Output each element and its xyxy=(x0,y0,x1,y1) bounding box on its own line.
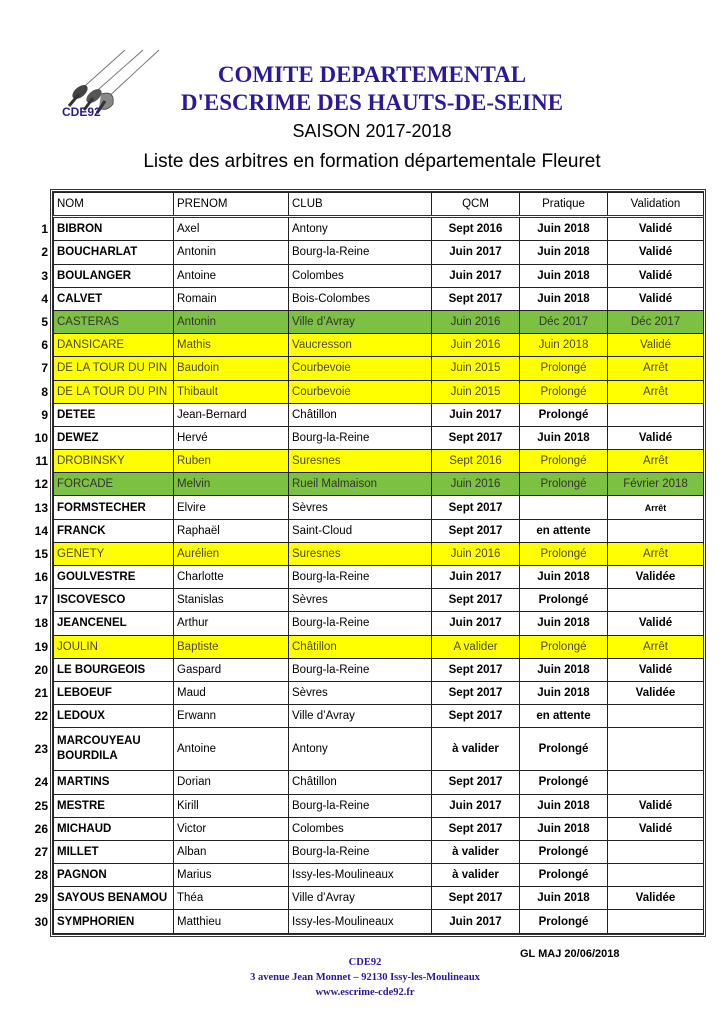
cell-pratique: Prolongé xyxy=(520,380,608,403)
cell-nom: LE BOURGEOIS xyxy=(54,658,174,681)
cell-nom: PAGNON xyxy=(54,864,174,887)
row-number: 23 xyxy=(34,742,48,757)
cell-validation: Validé xyxy=(608,426,704,449)
cell-prenom: Baptiste xyxy=(174,635,289,658)
cell-pratique: Juin 2018 xyxy=(520,287,608,310)
cell-club: Châtillon xyxy=(289,771,432,794)
column-header-club: CLUB xyxy=(289,193,432,217)
cell-qcm: Sept 2017 xyxy=(432,589,520,612)
cell-validation: Validé xyxy=(608,264,704,287)
cell-nom: FORMSTECHER xyxy=(54,496,174,519)
table-row xyxy=(54,496,704,519)
table-row xyxy=(54,566,704,589)
row-number: 7 xyxy=(41,361,48,376)
cell-prenom: Stanislas xyxy=(174,589,289,612)
table-row xyxy=(54,241,704,264)
footer xyxy=(200,955,530,1000)
cell-nom: SYMPHORIEN xyxy=(54,910,174,933)
cell-pratique: Juin 2018 xyxy=(520,426,608,449)
cell-validation: Arrêt xyxy=(608,357,704,380)
cell-club: Suresnes xyxy=(289,450,432,473)
cell-prenom: Kirill xyxy=(174,794,289,817)
column-header-pratique: Pratique xyxy=(520,193,608,217)
cell-qcm: à valider xyxy=(432,840,520,863)
cell-qcm: Juin 2015 xyxy=(432,357,520,380)
cell-qcm: Sept 2017 xyxy=(432,496,520,519)
table-row xyxy=(54,473,704,496)
document-subtitle: Liste des arbitres en formation départementale Fleuret xyxy=(143,151,601,172)
row-number: 4 xyxy=(41,291,48,306)
cell-club: Bourg-la-Reine xyxy=(289,612,432,635)
table-row xyxy=(54,887,704,910)
cell-pratique: Juin 2018 xyxy=(520,794,608,817)
cell-pratique: en attente xyxy=(520,519,608,542)
cell-club: Ville d’Avray xyxy=(289,705,432,728)
cell-club: Bourg-la-Reine xyxy=(289,658,432,681)
table-row xyxy=(54,357,704,380)
cell-prenom: Victor xyxy=(174,817,289,840)
cell-validation: Validée xyxy=(608,566,704,589)
cell-prenom: Melvin xyxy=(174,473,289,496)
footer-website[interactable]: www.escrime-cde92.fr xyxy=(315,987,415,998)
table-row xyxy=(54,864,704,887)
cell-club: Sèvres xyxy=(289,681,432,704)
cell-nom: DANSICARE xyxy=(54,334,174,357)
cell-prenom: Romain xyxy=(174,287,289,310)
cell-club: Courbevoie xyxy=(289,357,432,380)
table-row xyxy=(54,310,704,333)
cell-validation: Validé xyxy=(608,217,704,241)
table-row xyxy=(54,334,704,357)
cell-pratique: Juin 2018 xyxy=(520,217,608,241)
table-row xyxy=(54,794,704,817)
table-row xyxy=(54,771,704,794)
footer-address: 3 avenue Jean Monnet – 92130 Issy-les-Moulineaux xyxy=(250,972,480,983)
cell-validation xyxy=(608,910,704,933)
row-number: 3 xyxy=(41,268,48,283)
row-number: 12 xyxy=(34,477,48,492)
table-row xyxy=(54,264,704,287)
cell-qcm: Sept 2017 xyxy=(432,705,520,728)
cell-nom: GOULVESTRE xyxy=(54,566,174,589)
cell-validation: Validé xyxy=(608,287,704,310)
cell-validation xyxy=(608,403,704,426)
cell-pratique: Juin 2018 xyxy=(520,887,608,910)
cell-prenom: Matthieu xyxy=(174,910,289,933)
cell-pratique: Juin 2018 xyxy=(520,264,608,287)
cell-pratique xyxy=(520,496,608,519)
table-row xyxy=(54,403,704,426)
cell-club: Suresnes xyxy=(289,542,432,565)
row-number: 29 xyxy=(34,891,48,906)
cell-pratique: Déc 2017 xyxy=(520,310,608,333)
table-row xyxy=(54,705,704,728)
cell-prenom: Antonin xyxy=(174,310,289,333)
cell-validation: Validé xyxy=(608,794,704,817)
cell-qcm: Sept 2016 xyxy=(432,450,520,473)
cell-club: Colombes xyxy=(289,817,432,840)
column-header-nom: NOM xyxy=(54,193,174,217)
cell-validation: Arrêt xyxy=(608,635,704,658)
cell-nom: JOULIN xyxy=(54,635,174,658)
cell-validation xyxy=(608,519,704,542)
cell-validation: Arrêt xyxy=(608,496,704,519)
cell-qcm: Juin 2017 xyxy=(432,910,520,933)
cell-nom: DEWEZ xyxy=(54,426,174,449)
cell-club: Vaucresson xyxy=(289,334,432,357)
cell-prenom: Thibault xyxy=(174,380,289,403)
cell-prenom: Antoine xyxy=(174,264,289,287)
cell-club: Antony xyxy=(289,728,432,771)
cell-nom: BOULANGER xyxy=(54,264,174,287)
cell-club: Bourg-la-Reine xyxy=(289,566,432,589)
cell-validation xyxy=(608,705,704,728)
row-number: 14 xyxy=(34,523,48,538)
cell-pratique: Prolongé xyxy=(520,542,608,565)
cell-validation xyxy=(608,864,704,887)
table-row xyxy=(54,287,704,310)
cell-qcm: Juin 2017 xyxy=(432,794,520,817)
row-number: 24 xyxy=(34,775,48,790)
cell-qcm: Juin 2016 xyxy=(432,310,520,333)
cell-validation: Arrêt xyxy=(608,450,704,473)
table-row xyxy=(54,450,704,473)
cell-qcm: Juin 2017 xyxy=(432,403,520,426)
cell-nom: ISCOVESCO xyxy=(54,589,174,612)
cell-validation: Février 2018 xyxy=(608,473,704,496)
cell-qcm: Sept 2016 xyxy=(432,217,520,241)
cell-club: Courbevoie xyxy=(289,380,432,403)
row-number: 9 xyxy=(41,407,48,422)
cell-qcm: Juin 2015 xyxy=(432,380,520,403)
cell-club: Bois-Colombes xyxy=(289,287,432,310)
cell-validation xyxy=(608,771,704,794)
org-title-line1: COMITE DEPARTEMENTAL xyxy=(217,62,527,87)
cell-qcm: A valider xyxy=(432,635,520,658)
row-number: 1 xyxy=(41,221,48,236)
cell-validation xyxy=(608,589,704,612)
cell-prenom: Antonin xyxy=(174,241,289,264)
cell-pratique: Prolongé xyxy=(520,357,608,380)
cell-nom: MESTRE xyxy=(54,794,174,817)
cell-club: Issy-les-Moulineaux xyxy=(289,910,432,933)
cell-pratique: Prolongé xyxy=(520,840,608,863)
cell-club: Bourg-la-Reine xyxy=(289,241,432,264)
cell-prenom: Mathis xyxy=(174,334,289,357)
cell-nom: DE LA TOUR DU PIN xyxy=(54,380,174,403)
row-number: 26 xyxy=(34,821,48,836)
cell-pratique: Prolongé xyxy=(520,473,608,496)
cell-validation: Validée xyxy=(608,681,704,704)
cell-nom: MICHAUD xyxy=(54,817,174,840)
cell-nom: FRANCK xyxy=(54,519,174,542)
cell-prenom: Alban xyxy=(174,840,289,863)
cell-prenom: Ruben xyxy=(174,450,289,473)
table-row xyxy=(54,728,704,771)
cell-club: Sèvres xyxy=(289,496,432,519)
update-note: GL MAJ 20/06/2018 xyxy=(520,948,620,960)
cell-pratique: Juin 2018 xyxy=(520,681,608,704)
cell-prenom: Baudoin xyxy=(174,357,289,380)
row-number: 15 xyxy=(34,546,48,561)
row-number: 13 xyxy=(34,500,48,515)
cell-validation: Validé xyxy=(608,334,704,357)
table-row xyxy=(54,217,704,241)
cell-pratique: Prolongé xyxy=(520,771,608,794)
row-number: 20 xyxy=(34,662,48,677)
table-row xyxy=(54,817,704,840)
column-header-prenom: PRENOM xyxy=(174,193,289,217)
cell-qcm: Sept 2017 xyxy=(432,817,520,840)
cell-club: Colombes xyxy=(289,264,432,287)
cell-validation: Validé xyxy=(608,612,704,635)
table-header-row xyxy=(54,193,704,217)
cell-club: Rueil Malmaison xyxy=(289,473,432,496)
cell-validation: Validée xyxy=(608,887,704,910)
cell-qcm: Juin 2016 xyxy=(432,473,520,496)
cell-qcm: à valider xyxy=(432,728,520,771)
cell-pratique: Juin 2018 xyxy=(520,566,608,589)
row-number: 2 xyxy=(41,245,48,260)
cell-club: Ville d’Avray xyxy=(289,310,432,333)
cell-qcm: Juin 2017 xyxy=(432,612,520,635)
cell-nom: BIBRON xyxy=(54,217,174,241)
table-row xyxy=(54,840,704,863)
cell-validation: Arrêt xyxy=(608,380,704,403)
cell-club: Ville d’Avray xyxy=(289,887,432,910)
cell-qcm: Sept 2017 xyxy=(432,771,520,794)
cell-prenom: Arthur xyxy=(174,612,289,635)
cell-qcm: Sept 2017 xyxy=(432,681,520,704)
cell-qcm: Sept 2017 xyxy=(432,887,520,910)
table-row xyxy=(54,681,704,704)
cell-validation: Arrêt xyxy=(608,542,704,565)
cell-prenom: Théa xyxy=(174,887,289,910)
cell-nom: LEDOUX xyxy=(54,705,174,728)
cell-nom: LEBOEUF xyxy=(54,681,174,704)
cell-prenom: Maud xyxy=(174,681,289,704)
cell-qcm: Sept 2017 xyxy=(432,287,520,310)
cell-qcm: Sept 2017 xyxy=(432,658,520,681)
row-number: 16 xyxy=(34,570,48,585)
table-row xyxy=(54,658,704,681)
cell-prenom: Aurélien xyxy=(174,542,289,565)
cell-pratique: Prolongé xyxy=(520,589,608,612)
cell-qcm: Juin 2017 xyxy=(432,241,520,264)
row-number: 11 xyxy=(35,454,48,469)
cell-prenom: Elvire xyxy=(174,496,289,519)
cell-nom: FORCADE xyxy=(54,473,174,496)
row-number: 30 xyxy=(34,914,48,929)
row-number: 22 xyxy=(34,709,48,724)
cell-qcm: Juin 2016 xyxy=(432,334,520,357)
column-header-qcm: QCM xyxy=(432,193,520,217)
row-number: 27 xyxy=(34,844,48,859)
cell-club: Issy-les-Moulineaux xyxy=(289,864,432,887)
cell-pratique: Juin 2018 xyxy=(520,817,608,840)
cell-club: Sèvres xyxy=(289,589,432,612)
cell-qcm: à valider xyxy=(432,864,520,887)
cell-pratique: Juin 2018 xyxy=(520,241,608,264)
cell-nom: CASTERAS xyxy=(54,310,174,333)
table-row xyxy=(54,426,704,449)
row-number: 6 xyxy=(41,338,48,353)
logo-label: CDE92 xyxy=(62,105,101,119)
cell-prenom: Erwann xyxy=(174,705,289,728)
row-number: 19 xyxy=(34,639,48,654)
referees-table xyxy=(50,189,706,937)
cell-pratique: Prolongé xyxy=(520,728,608,771)
cell-validation xyxy=(608,728,704,771)
table-row xyxy=(54,519,704,542)
cell-club: Bourg-la-Reine xyxy=(289,794,432,817)
cell-prenom: Antoine xyxy=(174,728,289,771)
cell-club: Bourg-la-Reine xyxy=(289,426,432,449)
cell-qcm: Juin 2017 xyxy=(432,264,520,287)
row-number: 21 xyxy=(34,686,48,701)
season-heading: SAISON 2017-2018 xyxy=(292,121,452,141)
cell-nom: DROBINSKY xyxy=(54,450,174,473)
cell-nom: MILLET xyxy=(54,840,174,863)
cell-prenom: Raphaël xyxy=(174,519,289,542)
cell-nom: DETEE xyxy=(54,403,174,426)
cell-club: Châtillon xyxy=(289,635,432,658)
row-number: 5 xyxy=(41,315,48,330)
cell-nom: BOUCHARLAT xyxy=(54,241,174,264)
cell-pratique: Prolongé xyxy=(520,864,608,887)
table-row xyxy=(54,612,704,635)
cell-nom: SAYOUS BENAMOU xyxy=(54,887,174,910)
cell-club: Châtillon xyxy=(289,403,432,426)
row-number: 17 xyxy=(34,593,48,608)
cell-pratique: Prolongé xyxy=(520,403,608,426)
cell-nom: GENETY xyxy=(54,542,174,565)
cell-pratique: Prolongé xyxy=(520,910,608,933)
cell-nom: DE LA TOUR DU PIN xyxy=(54,357,174,380)
row-number: 28 xyxy=(34,868,48,883)
column-header-validation: Validation xyxy=(608,193,704,217)
cell-validation: Validé xyxy=(608,241,704,264)
table-row xyxy=(54,542,704,565)
row-number: 25 xyxy=(34,798,48,813)
cell-validation: Déc 2017 xyxy=(608,310,704,333)
row-number: 18 xyxy=(34,616,48,631)
cell-validation: Validé xyxy=(608,658,704,681)
cell-nom: CALVET xyxy=(54,287,174,310)
cell-qcm: Sept 2017 xyxy=(432,519,520,542)
cell-qcm: Juin 2016 xyxy=(432,542,520,565)
cell-pratique: Juin 2018 xyxy=(520,658,608,681)
org-title-line2: D'ESCRIME DES HAUTS-DE-SEINE xyxy=(180,90,564,115)
cell-pratique: Juin 2018 xyxy=(520,612,608,635)
row-number: 10 xyxy=(34,430,48,445)
cell-nom: MARTINS xyxy=(54,771,174,794)
footer-org: CDE92 xyxy=(348,957,382,968)
cell-prenom: Hervé xyxy=(174,426,289,449)
cell-club: Saint-Cloud xyxy=(289,519,432,542)
cell-nom: JEANCENEL xyxy=(54,612,174,635)
cell-qcm: Juin 2017 xyxy=(432,566,520,589)
cell-pratique: Juin 2018 xyxy=(520,334,608,357)
cell-prenom: Marius xyxy=(174,864,289,887)
cell-qcm: Sept 2017 xyxy=(432,426,520,449)
cell-pratique: en attente xyxy=(520,705,608,728)
cell-prenom: Dorian xyxy=(174,771,289,794)
cell-prenom: Charlotte xyxy=(174,566,289,589)
cell-validation xyxy=(608,840,704,863)
cell-pratique: Prolongé xyxy=(520,635,608,658)
cell-prenom: Jean-Bernard xyxy=(174,403,289,426)
cell-pratique: Prolongé xyxy=(520,450,608,473)
table-row xyxy=(54,635,704,658)
cell-prenom: Gaspard xyxy=(174,658,289,681)
table-row xyxy=(54,380,704,403)
cell-club: Antony xyxy=(289,217,432,241)
cell-nom: MARCOUYEAU BOURDILA xyxy=(54,728,174,771)
cell-validation: Validé xyxy=(608,817,704,840)
table-row xyxy=(54,910,704,933)
cell-club: Bourg-la-Reine xyxy=(289,840,432,863)
row-number: 8 xyxy=(41,384,48,399)
table-row xyxy=(54,589,704,612)
cell-prenom: Axel xyxy=(174,217,289,241)
